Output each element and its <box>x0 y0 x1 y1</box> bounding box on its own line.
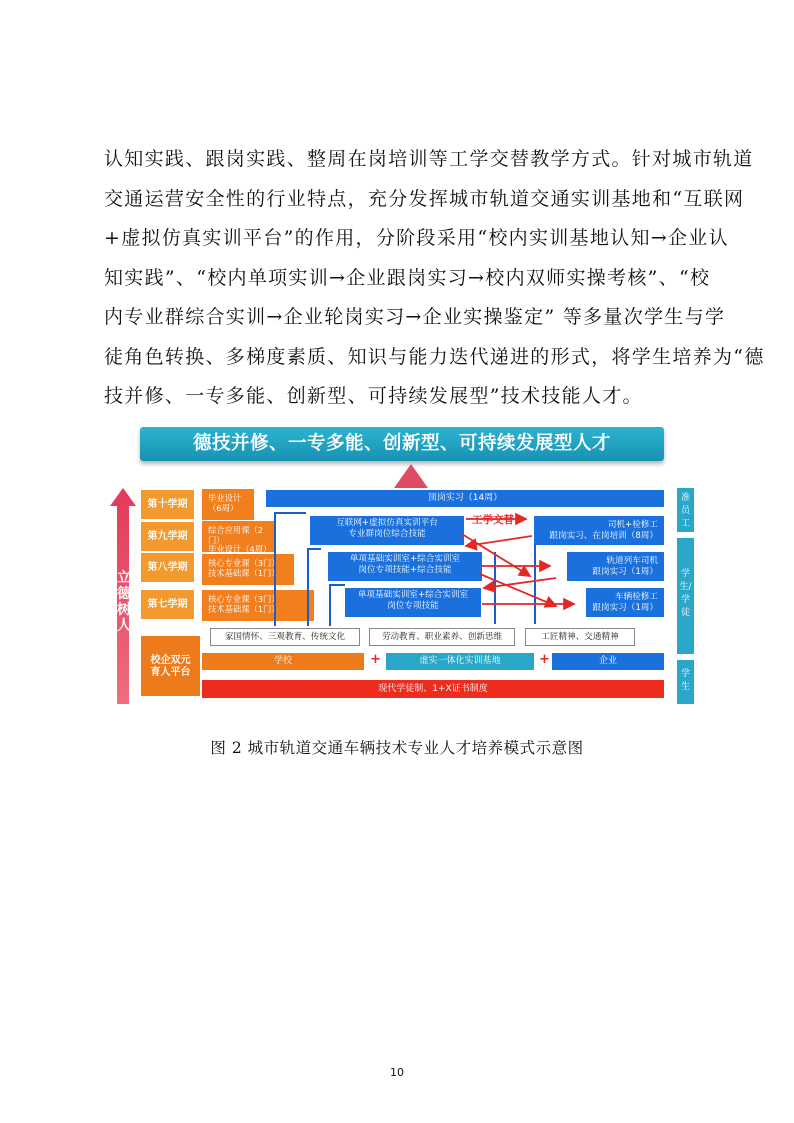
job-role-box <box>534 516 664 545</box>
training-step-box <box>328 552 482 581</box>
base-training: 虚实一体化实训基地 <box>386 653 534 670</box>
course-line: （6周） <box>208 502 239 513</box>
course-box <box>202 489 254 520</box>
banner-pointer-triangle <box>394 464 428 488</box>
job-role-box <box>586 588 664 617</box>
training-step-line: 单项基础实训室+综合实训室 <box>349 554 461 564</box>
training-step-line: 岗位专项技能 <box>387 601 439 611</box>
base-enterprise: 企业 <box>552 653 664 670</box>
platform-box <box>141 636 200 696</box>
diagram-banner: 德技并修、一专多能、创新型、可持续发展型人才 <box>140 427 664 461</box>
course-line: 综合应用课（2门） <box>208 525 264 545</box>
platform-line: 校企双元 <box>150 655 191 666</box>
value-box: 工匠精神、交通精神 <box>525 628 635 646</box>
paragraph-line: 认知实践、跟岗实践、整周在岗培训等工学交替教学方式。针对城市轨道 <box>104 148 754 170</box>
base-school: 学校 <box>202 653 364 670</box>
step-line <box>329 584 345 626</box>
course-box <box>202 521 274 552</box>
semester-label: 第八学期 <box>141 553 194 582</box>
course-line: 核心专业课（3门） <box>208 558 280 568</box>
training-step-line: 岗位专项技能+综合技能 <box>358 565 452 575</box>
step-line <box>307 548 321 626</box>
training-step-line: 单项基础实训室+综合实训室 <box>357 590 469 600</box>
job-role-box <box>567 552 664 581</box>
paragraph-line: 徒角色转换、多梯度素质、知识与能力迭代递进的形式，将学生培养为“德 <box>104 345 765 368</box>
job-role-line: 跟岗实习、在岗培训（8周） <box>549 531 658 541</box>
paragraph-line: 技并修、一专多能、创新型、可持续发展型”技术技能人才。 <box>104 385 643 407</box>
course-line: 技术基础课（1门） <box>208 567 280 578</box>
value-box: 家国情怀、三观教育、传统文化 <box>210 628 360 646</box>
course-line: 毕业设计（4周） <box>208 544 272 554</box>
course-line: 技术基础课（1门） <box>208 603 280 614</box>
course-line: 毕业设计 <box>208 493 242 503</box>
job-role-line: 轨道列车司机 <box>606 556 658 566</box>
semester-label: 第九学期 <box>141 522 194 551</box>
system-bar: 现代学徒制、1+X证书制度 <box>202 680 664 698</box>
arrow-label: 立德树人 <box>117 570 131 634</box>
semester-label: 第七学期 <box>141 590 194 619</box>
body-paragraph <box>104 140 765 417</box>
paragraph-line: 交通运营安全性的行业特点，充分发挥城市轨道交通实训基地和“互联网 <box>104 187 745 210</box>
semester-label: 第十学期 <box>141 490 194 519</box>
plus-sign: + <box>539 652 550 667</box>
paragraph-line: 知实践”、“校内单项实训→企业跟岗实习→校内双师实操考核”、“校 <box>104 266 711 289</box>
step-line <box>489 519 536 624</box>
step-line <box>484 552 496 624</box>
plus-sign: + <box>370 652 381 667</box>
value-box: 劳动教育、职业素养、创新思维 <box>369 628 515 646</box>
page-number: 10 <box>390 1066 404 1079</box>
side-role-label: 学生 <box>677 660 694 704</box>
training-step-box <box>345 588 481 617</box>
top-internship-bar: 顶岗实习（14周） <box>266 490 664 507</box>
training-step-box <box>310 516 464 545</box>
step-line <box>274 512 306 626</box>
training-step-line: 专业群岗位综合技能 <box>348 529 426 539</box>
side-role-label: 学生/学徒 <box>677 538 694 654</box>
work-study-alternation-label: 工学交替 <box>472 514 514 526</box>
job-role-line: 跟岗实习（1周） <box>592 567 658 577</box>
paragraph-line: 内专业群综合实训→企业轮岗实习→企业实操鉴定” 等多量次学生与学 <box>104 306 726 328</box>
figure-caption: 图 2 城市轨道交通车辆技术专业人才培养模式示意图 <box>210 739 584 757</box>
platform-line: 育人平台 <box>150 667 191 678</box>
training-step-line: 互联网+虚拟仿真实训平台 <box>336 518 438 528</box>
paragraph-line: +虚拟仿真实训平台”的作用，分阶段采用“校内实训基地认知→企业认 <box>104 227 729 249</box>
course-line: 核心专业课（3门） <box>208 594 280 604</box>
job-role-line: 跟岗实习（1周） <box>592 603 658 613</box>
training-model-diagram <box>104 424 696 709</box>
side-role-label: 准员工 <box>677 488 694 532</box>
job-role-line: 车辆检修工 <box>615 592 658 602</box>
job-role-line: 司机+检修工 <box>607 520 658 530</box>
